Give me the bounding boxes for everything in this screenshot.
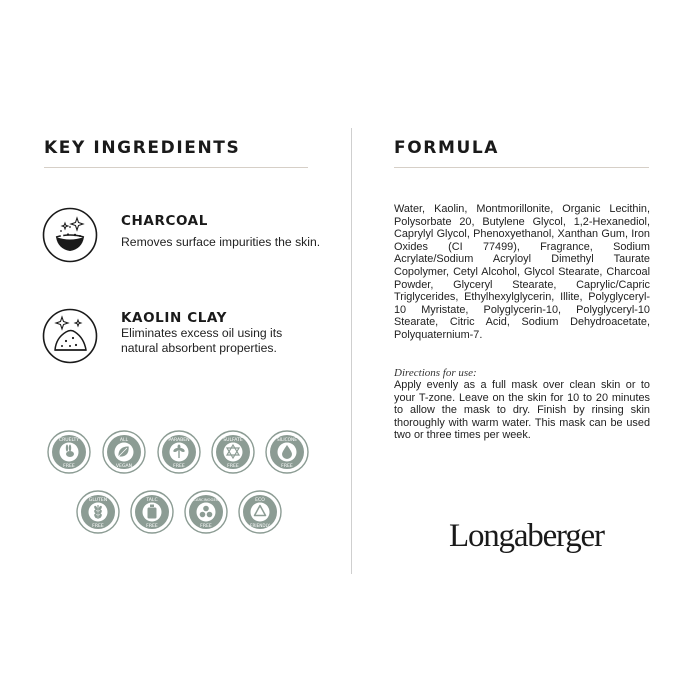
formula-heading: FORMULA [394,138,500,158]
badge-bottom-label: VEGAN [115,464,133,469]
formula-rule [394,167,649,168]
badge-top-label: PARABEN [168,438,190,443]
badge-top-label: ALL [119,438,129,443]
sulfate-free-badge [211,430,255,474]
badge-bottom-label: FREE [146,524,158,529]
gluten-free-badge [76,490,120,534]
key-ingredients-heading: KEY INGREDIENTS [44,138,241,158]
directions-text: Apply evenly as a full mask over clean skin or to your T-zone. Leave on the skin for 10 to 20 minutes to allow the mask to dry. Finish by rinsing skin thoroughly with warm water. This mask can be used two or three times per week. [394,379,650,442]
badge-top-label: SILICONE [277,438,297,443]
silicone-free-badge [265,430,309,474]
ingredient-desc-charcoal: Removes surface impurities the skin. [121,235,321,249]
badge-bottom-label: FREE [173,464,185,469]
charcoal-bowl-icon [42,207,98,263]
badge-top-label: ECO [255,498,265,503]
badge-top-label: CRUELTY [58,438,80,443]
brand-logo: Longaberger [449,518,604,554]
badge-top-label: GLUTEN [88,498,108,503]
ingredient-desc-kaolin-clay: Eliminates excess oil using its natural absorbent properties. [121,326,283,355]
wheat-icon [94,505,103,519]
badge-bottom-label: FREE [227,464,239,469]
ingredient-name-kaolin-clay: KAOLIN CLAY [121,310,228,326]
eco-friendly-badge [238,490,282,534]
column-divider [351,128,352,574]
ingredient-name-charcoal: CHARCOAL [121,213,208,229]
badge-top-label: CARCINOGEN [193,497,219,502]
key-ingredients-rule [44,167,308,168]
badge-bottom-label: FRIENDLY [250,523,270,528]
talc-free-badge [130,490,174,534]
clay-mound-icon [42,308,98,364]
formula-text: Water, Kaolin, Montmorillonite, Organic Lecithin, Polysorbate 20, Butylene Glycol, 1,2-Hexanediol, Caprylyl Glycol, Phenoxyethanol, Xanthan Gum, Iron Oxides (CI 77499), Fragrance, Sodium Acrylate/Sodium Acryloyl Dimethyl Taurate Copolymer, Cetyl Alcohol, Glycol Stearate, Charcoal Powder, Glyceryl Stearate, Caprylic/Capric Triglycerides, Ethylhexylglycerin, Illite, Polyglyceryl-10 Myristate, Polyglycerin-10, Polyglyceryl-10 Stearate, Citric Acid, Sodium Dehydroacetate, Polyquaternium-7. [394,203,650,341]
all-vegan-badge [102,430,146,474]
badge-top-label: SULFATE [223,438,243,443]
cruelty-free-badge [47,430,91,474]
paraben-free-badge [157,430,201,474]
badge-top-label: TALC [146,498,158,503]
badge-bottom-label: FREE [92,524,104,529]
badge-bottom-label: FREE [281,464,293,469]
directions-label: Directions for use: [394,367,477,379]
carcinogen-free-badge [184,490,228,534]
badge-bottom-label: FREE [63,464,75,469]
badge-bottom-label: FREE [200,524,212,529]
